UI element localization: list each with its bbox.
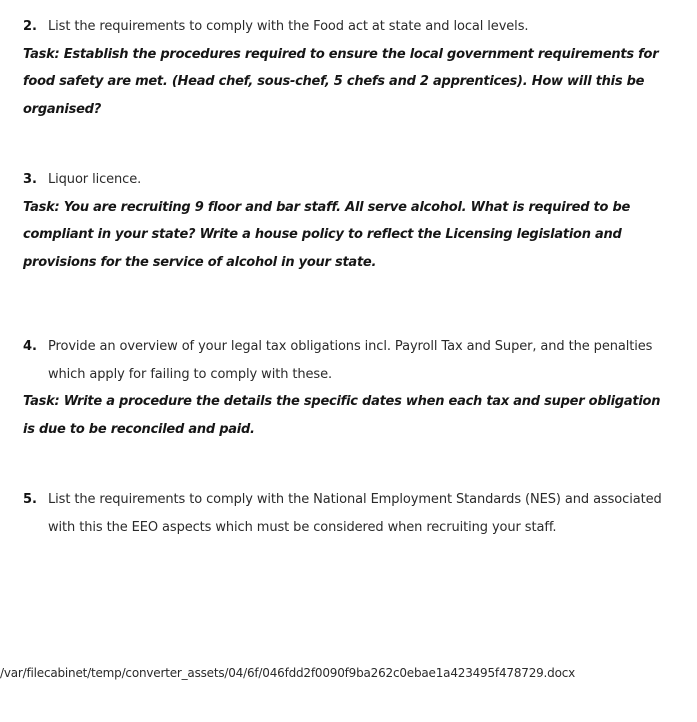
question-5-number: 5. (23, 492, 37, 507)
question-3-text: Liquor licence. (48, 172, 142, 187)
question-4-number: 4. (23, 339, 37, 354)
question-4-line (23, 333, 683, 388)
question-4-task: Task: Write a procedure the details the specific dates when each tax and super obligation is due to be reconciled and paid. (23, 394, 661, 437)
question-3-task: Task: You are recruiting 9 floor and bar staff. All serve alcohol. What is required to be compliant in your state? Write a house policy to reflect the Licensing legislation and provisions for the service of alcohol in your state. (23, 199, 631, 270)
question-5-text: List the requirements to comply with the National Employment Standards (NES) and associated with this the EEO aspects which must be considered when recruiting your staff. (48, 492, 662, 535)
question-2-text: List the requirements to comply with the Food act at state and local levels. (48, 19, 529, 34)
question-3-line (23, 166, 683, 194)
question-3 (23, 166, 683, 276)
question-5-line (23, 486, 683, 541)
question-2-task: Task: Establish the procedures required to ensure the local government requirements for food safety are met. (Head chef, sous-chef, 5 chefs and 2 apprentices). How will this be organised? (23, 46, 659, 117)
question-3-number: 3. (23, 172, 37, 187)
footer-file-path: /var/filecabinet/temp/converter_assets/04/6f/046fdd2f0090f9ba262c0ebae1a423495f478729.docx (0, 666, 576, 680)
question-2 (23, 13, 683, 123)
question-4 (23, 333, 683, 443)
question-5 (23, 486, 683, 541)
question-2-number: 2. (23, 19, 37, 34)
question-4-text: Provide an overview of your legal tax obligations incl. Payroll Tax and Super, and the penalties which apply for failing to comply with these. (48, 339, 653, 382)
question-2-line (23, 13, 683, 41)
